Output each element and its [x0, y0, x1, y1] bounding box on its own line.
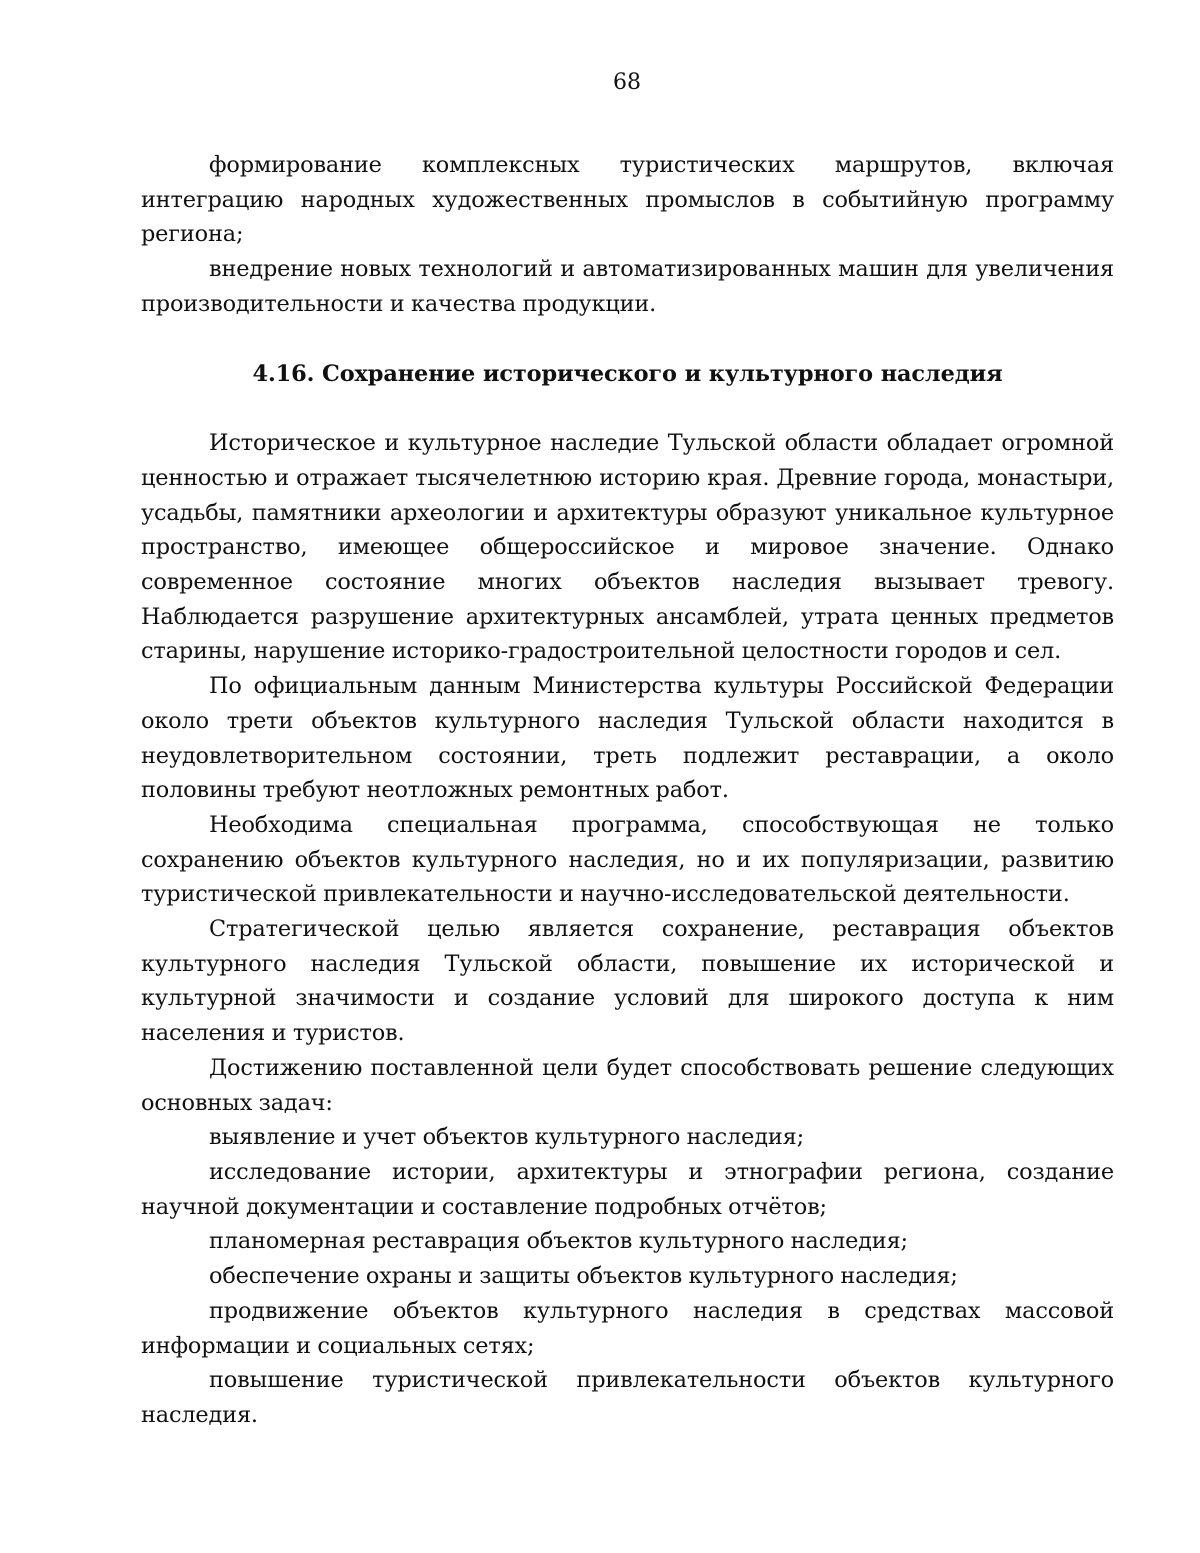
- task-item-6: повышение туристической привлекательности объектов культурного наследия.: [141, 1367, 1114, 1428]
- intro-paragraph-1: формирование комплексных туристических маршрутов, включая интеграцию народных художественных промыслов в событийную программу региона;: [141, 152, 1114, 248]
- task-item-1: выявление и учет объектов культурного наследия;: [209, 1124, 804, 1151]
- task-item-3: планомерная реставрация объектов культурного наследия;: [209, 1228, 908, 1255]
- page-number: 68: [613, 70, 641, 95]
- section-paragraph-3: Необходима специальная программа, способствующая не только сохранению объектов культурного наследия, но и их популяризации, развитию туристической привлекательности и научно-исследовательской деятельности.: [141, 811, 1114, 908]
- task-item-5: продвижение объектов культурного наследия в средствах массовой информации и социальных сетях;: [141, 1297, 1114, 1359]
- page-content: [141, 148, 1114, 1433]
- task-item-4: обеспечение охраны и защиты объектов культурного наследия;: [209, 1263, 958, 1290]
- section-paragraph-1: Историческое и культурное наследие Тульской области обладает огромной ценностью и отражает тысячелетнюю историю края. Древние города, монастыри, усадьбы, памятники археологии и архитектуры образуют уникальное культурное пространство, имеющее общероссийское и мировое значение. Однако современное состояние многих объектов наследия вызывает тревогу. Наблюдается разрушение архитектурных ансамблей, утрата ценных предметов старины, нарушение историко-градостроительной целостности городов и сел.: [141, 430, 1114, 665]
- section-title: 4.16. Сохранение исторического и культурного наследия: [252, 360, 1003, 387]
- intro-paragraph-2: внедрение новых технологий и автоматизированных машин для увеличения производительности и качества продукции.: [141, 256, 1114, 317]
- section-paragraph-5: Достижению поставленной цели будет способствовать решение следующих основных задач:: [141, 1054, 1114, 1116]
- section-paragraph-4: Стратегической целью является сохранение, реставрация объектов культурного наследия Тульской области, повышение их исторической и культурной значимости и создание условий для широкого доступа к ним населения и туристов.: [141, 916, 1114, 1047]
- section-paragraph-2: По официальным данным Министерства культуры Российской Федерации около трети объектов культурного наследия Тульской области находится в неудовлетворительном состоянии, треть подлежит реставрации, а около половины требуют неотложных ремонтных работ.: [141, 673, 1114, 804]
- task-item-2: исследование истории, архитектуры и этнографии региона, создание научной документации и составление подробных отчётов;: [141, 1158, 1114, 1220]
